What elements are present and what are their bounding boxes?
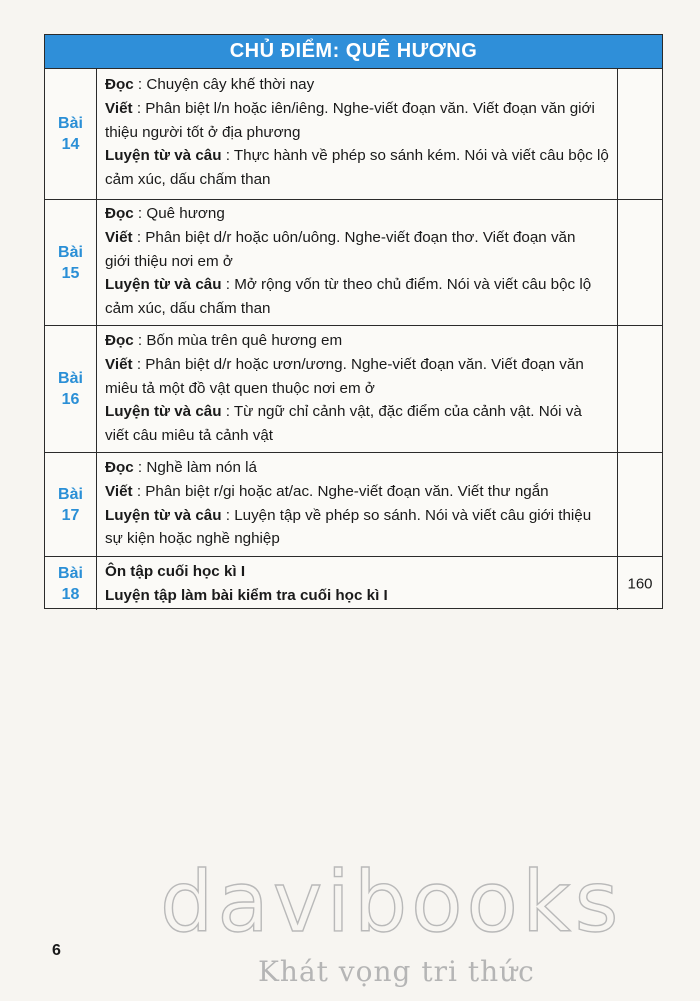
page-column <box>617 557 662 610</box>
content-line: sự kiện hoặc nghề nghiệp <box>105 530 280 548</box>
content-line: giới thiệu nơi em ở <box>105 252 233 270</box>
content-line: Viết : Phân biệt r/gi hoặc at/ac. Nghe-viết đoạn văn. Viết thư ngắn <box>105 482 549 500</box>
content-line: thiệu người tốt ở địa phương <box>105 123 301 141</box>
lesson-content <box>105 329 612 448</box>
content-line: Luyện tập làm bài kiểm tra cuối học kì I <box>105 586 388 604</box>
theme-title: CHỦ ĐIỂM: QUÊ HƯƠNG <box>229 40 478 62</box>
lesson-content <box>105 73 612 192</box>
lesson-row-17 <box>45 453 662 557</box>
content-line: Luyện từ và câu : Mở rộng vốn từ theo chủ điểm. Nói và viết câu bộc lộ <box>105 276 592 294</box>
content-line: Viết : Phân biệt d/r hoặc ươn/ương. Nghe-viết đoạn văn. Viết đoạn văn <box>105 355 584 373</box>
page-reference: 160 <box>627 575 653 592</box>
content-line: Đọc : Quê hương <box>105 205 225 222</box>
lesson-row-14 <box>45 69 662 200</box>
watermark-slogan: Khát vọng tri thức <box>258 955 535 988</box>
page-column <box>617 326 662 452</box>
content-line: Luyện từ và câu : Luyện tập về phép so sánh. Nói và viết câu giới thiệu <box>105 506 592 524</box>
content-line: miêu tả một đồ vật quen thuộc nơi em ở <box>105 379 375 397</box>
lesson-number: Bài 16 <box>45 326 97 452</box>
lesson-row-18 <box>45 557 662 610</box>
lesson-number: Bài 18 <box>45 557 97 610</box>
lesson-content <box>105 456 612 551</box>
lesson-content <box>105 202 612 321</box>
content-line: Đọc : Bốn mùa trên quê hương em <box>105 332 343 349</box>
lesson-row-16 <box>45 326 662 453</box>
content-line: cảm xúc, dấu chấm than <box>105 300 271 318</box>
lesson-number: Bài 15 <box>45 200 97 325</box>
page-column <box>617 200 662 325</box>
content-line: cảm xúc, dấu chấm than <box>105 171 271 189</box>
lesson-row-15 <box>45 200 662 326</box>
theme-header <box>45 35 662 69</box>
content-line: Viết : Phân biệt d/r hoặc uôn/uông. Nghe-viết đoạn thơ. Viết đoạn văn <box>105 228 576 246</box>
content-line: Ôn tập cuối học kì I <box>105 563 246 580</box>
content-line: Đọc : Chuyện cây khế thời nay <box>105 76 315 93</box>
page-column <box>617 69 662 199</box>
content-line: Đọc : Nghề làm nón lá <box>105 459 257 476</box>
page-number: 6 <box>52 942 61 959</box>
content-line: Luyện từ và câu : Từ ngữ chỉ cảnh vật, đặc điểm của cảnh vật. Nói và <box>105 403 582 421</box>
content-line: Viết : Phân biệt l/n hoặc iên/iêng. Nghe-viết đoạn văn. Viết đoạn văn giới <box>105 99 595 117</box>
lesson-content <box>105 560 612 608</box>
lesson-number: Bài 17 <box>45 453 97 556</box>
content-line: Luyện từ và câu : Thực hành về phép so sánh kém. Nói và viết câu bộc lộ <box>105 147 609 165</box>
page-column <box>617 453 662 556</box>
lesson-table <box>44 34 663 609</box>
content-line: viết câu miêu tả cảnh vật <box>105 427 273 445</box>
lesson-number: Bài 14 <box>45 69 97 199</box>
watermark-brand: davibooks <box>160 853 623 951</box>
